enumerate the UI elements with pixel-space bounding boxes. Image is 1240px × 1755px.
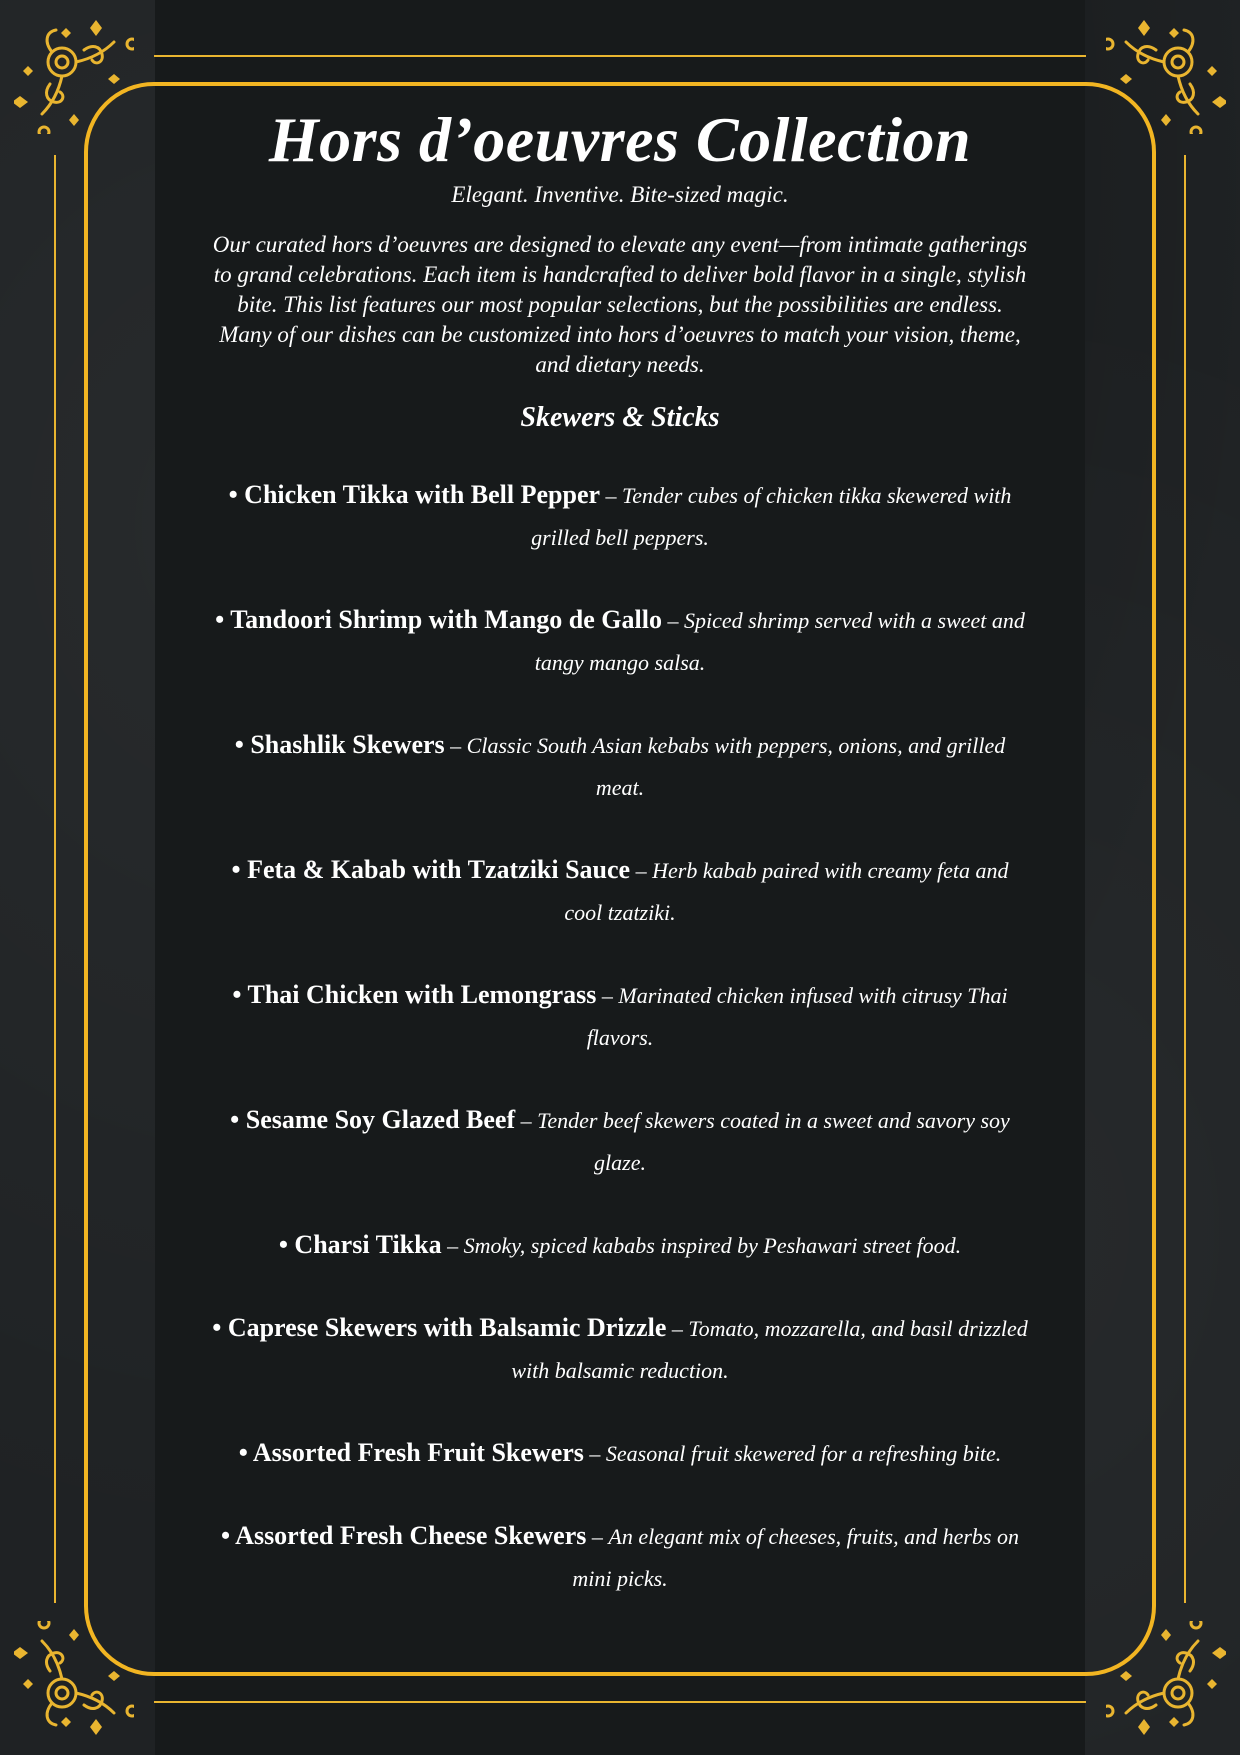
bullet: • [230,1105,246,1134]
bullet: • [232,980,248,1009]
separator: – [661,608,684,633]
menu-content [210,100,1030,1600]
menu-item-name: Caprese Skewers with Balsamic Drizzle [227,1313,667,1342]
menu-item [210,474,1030,559]
separator: – [586,1524,609,1549]
menu-item [210,849,1030,934]
separator: – [515,1108,538,1133]
frame-line-right [1184,155,1186,1603]
menu-item [210,1432,1030,1475]
bullet: • [278,1230,295,1259]
bullet: • [238,1438,253,1467]
menu-item-description: Smoky, spiced kababs inspired by Peshawari street food. [463,1233,962,1258]
menu-item [210,974,1030,1059]
menu-intro: Our curated hors d’oeuvres are designed to elevate any event—from intimate gatherings to grand celebrations. Each item is handcrafted to deliver bold flavor in a single, stylish bite. This list features our most popular selections, but the possibilities are endless. Many of our dishes can be customized into hors d’oeuvres to match your vision, theme, and dietary needs. [212,232,1028,377]
menu-item [210,1224,1030,1267]
corner-flourish-icon [14,1621,134,1741]
separator: – [596,983,619,1008]
menu-item-name: Assorted Fresh Fruit Skewers [252,1438,584,1467]
menu-item-description: An elegant mix of cheeses, fruits, and herbs on mini picks. [572,1524,1019,1591]
menu-item [210,1099,1030,1184]
separator: – [666,1316,689,1341]
corner-flourish-icon [1106,14,1226,134]
bullet: • [234,730,251,759]
section-heading: Skewers & Sticks [520,402,720,433]
menu-item-name: Sesame Soy Glazed Beef [245,1105,516,1134]
bullet: • [212,1313,228,1342]
separator: – [583,1441,606,1466]
separator: – [630,858,653,883]
menu-item-description: Seasonal fruit skewered for a refreshing bite. [605,1441,1002,1466]
menu-item-name: Charsi Tikka [294,1230,442,1259]
menu-tagline: Elegant. Inventive. Bite-sized magic. [451,182,789,207]
menu-item-name: Feta & Kabab with Tzatziki Sauce [247,855,631,884]
frame-line-left [54,155,56,1603]
menu-title: Hors d’oeuvres Collection [268,104,972,175]
menu-item [210,1515,1030,1600]
menu-item-description: Classic South Asian kebabs with peppers, onions, and grilled meat. [466,733,1006,800]
bullet: • [221,1521,236,1550]
bullet: • [228,480,245,509]
menu-item-list [210,474,1030,1600]
menu-item-name: Shashlik Skewers [250,730,445,759]
separator: – [444,733,467,758]
menu-item-description: Tender beef skewers coated in a sweet and savory soy glaze. [537,1108,1010,1175]
menu-item-description: Tomato, mozzarella, and basil drizzled with balsamic reduction. [511,1316,1028,1383]
separator: – [600,483,623,508]
menu-item-name: Tandoori Shrimp with Mango de Gallo [230,605,662,634]
bullet: • [215,605,231,634]
menu-item-name: Assorted Fresh Cheese Skewers [235,1521,587,1550]
menu-item [210,724,1030,809]
menu-item-description: Spiced shrimp served with a sweet and tangy mango salsa. [534,608,1025,675]
corner-flourish-icon [1106,1621,1226,1741]
menu-item [210,599,1030,684]
menu-item [210,1307,1030,1392]
menu-item-description: Marinated chicken infused with citrusy Thai flavors. [586,983,1008,1050]
menu-item-name: Thai Chicken with Lemongrass [247,980,597,1009]
menu-item-description: Herb kabab paired with creamy feta and cool tzatziki. [564,858,1009,925]
separator: – [441,1233,464,1258]
corner-flourish-icon [14,14,134,134]
menu-item-description: Tender cubes of chicken tikka skewered with grilled bell peppers. [531,483,1012,550]
menu-item-name: Chicken Tikka with Bell Pepper [244,480,601,509]
bullet: • [231,855,248,884]
